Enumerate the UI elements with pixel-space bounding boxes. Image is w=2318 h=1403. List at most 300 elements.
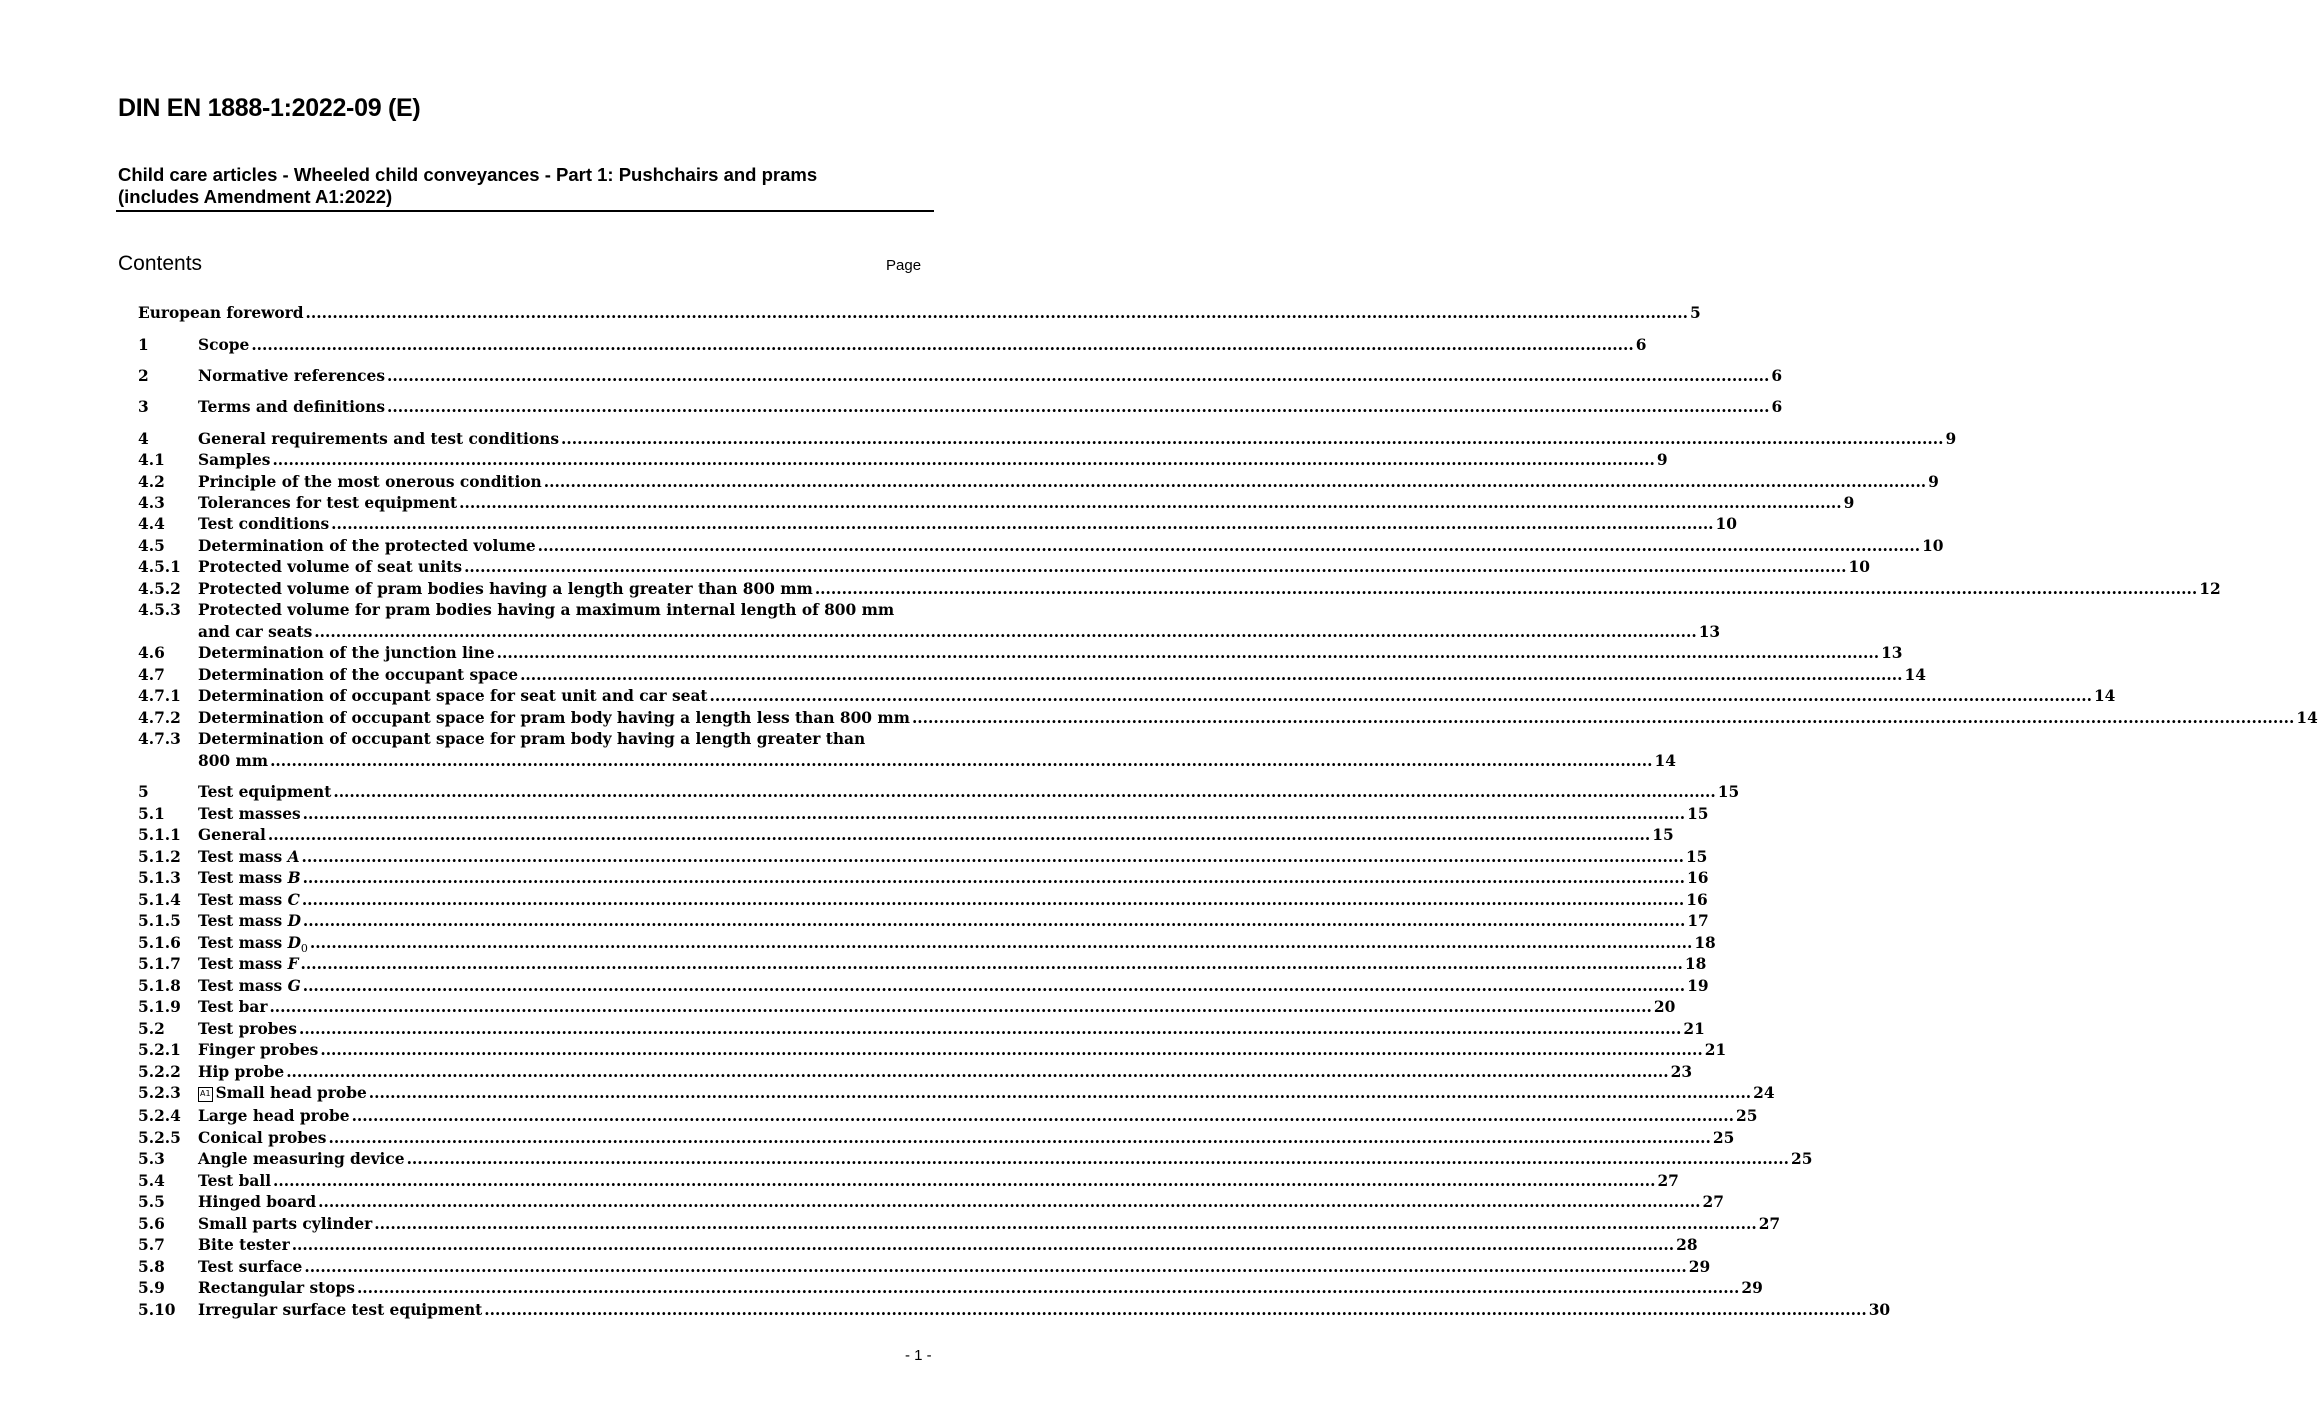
toc-entry-title-text: Terms and definitions: [198, 398, 386, 416]
toc-entry-title: [198, 365, 385, 387]
toc-entry[interactable]: [138, 707, 2318, 729]
toc-entry[interactable]: [138, 1170, 1679, 1192]
toc-entry-title-line: [198, 953, 1707, 975]
toc-entry-page: 15: [1685, 848, 1708, 866]
toc-entry-number: 5.2.2: [138, 1063, 181, 1081]
toc-entry[interactable]: [138, 1256, 1711, 1278]
toc-entry-title-line: [198, 889, 1708, 911]
toc-entry-title-text: Scope: [198, 336, 250, 354]
toc-entry-title-line: [198, 621, 1721, 643]
toc-leader-dots: [304, 1256, 1686, 1278]
toc-entry-page: 14: [1654, 752, 1676, 770]
toc-entry-number: 4.3: [138, 494, 165, 512]
toc-entry-title-text: Test mass: [198, 848, 288, 866]
toc-entry-number: 5.5: [138, 1193, 165, 1211]
toc-entry-title-text: Protected volume of seat units: [198, 558, 463, 576]
toc-entry-page: 25: [1736, 1107, 1758, 1125]
toc-entry-page: 10: [1922, 537, 1944, 555]
document-id: DIN EN 1888-1:2022-09 (E): [118, 94, 421, 122]
toc-entry-title-line: [198, 1148, 1813, 1170]
toc-entry-title-text: Conical probes: [198, 1129, 327, 1147]
toc-entry-symbol: F: [287, 955, 299, 973]
toc-entry-number: 5.1.9: [138, 998, 181, 1016]
toc-entry-title: [198, 492, 457, 514]
toc-leader-dots: [320, 1039, 1702, 1061]
toc-entry-title-text: Irregular surface test equipment: [198, 1301, 483, 1319]
toc-leader-dots: [306, 302, 1688, 324]
toc-entry[interactable]: [138, 1082, 1775, 1104]
page-column-heading: Page: [886, 257, 922, 274]
toc-entry-title: [198, 975, 301, 997]
toc-entry-title: [198, 556, 462, 578]
toc-entry-number: 5.7: [138, 1236, 165, 1254]
toc-entry[interactable]: [138, 953, 1707, 975]
toc-entry-title-line: [198, 685, 2116, 707]
toc-entry-title-line: [198, 1234, 1698, 1256]
toc-entry-page: 19: [1687, 977, 1709, 995]
toc-entry-title: [198, 803, 301, 825]
toc-entry-number: 5.6: [138, 1215, 165, 1233]
toc-entry-page: 24: [1753, 1084, 1775, 1102]
toc-entry-title-line: [198, 750, 1676, 772]
toc-leader-dots: [357, 1277, 1739, 1299]
toc-entry-title-line: [198, 396, 1783, 418]
toc-entry-title-line: [198, 1256, 1711, 1278]
toc-entry[interactable]: [138, 365, 1783, 387]
toc-entry-page: 15: [1717, 783, 1740, 801]
toc-entry[interactable]: [138, 824, 1674, 846]
contents-heading: Contents: [118, 252, 203, 275]
toc-entry-title-line: [198, 1191, 1724, 1213]
toc-entry-title-text: Protected volume for pram bodies having a maximum internal length of 800 mm: [198, 601, 895, 619]
toc-entry-title-text: 800 mm: [198, 752, 269, 770]
toc-entry-number: 5.2.4: [138, 1107, 181, 1125]
toc-entry-title-line: [198, 910, 1709, 932]
toc-entry-title: [198, 1061, 284, 1083]
toc-leader-dots: [303, 910, 1685, 932]
toc-entry-page: 9: [1843, 494, 1855, 512]
toc-entry-page: 6: [1771, 367, 1783, 385]
toc-entry-number: 4.5: [138, 537, 165, 555]
toc-entry-title-line: [198, 1018, 1705, 1040]
toc-entry-number: 4.4: [138, 515, 165, 533]
toc-entry-title: [198, 1256, 302, 1278]
toc-leader-dots: [538, 535, 1920, 557]
toc-entry-title-text: Small head probe: [215, 1084, 367, 1102]
toc-leader-dots: [407, 1148, 1789, 1170]
toc-entry-number: 4.6: [138, 644, 165, 662]
toc-leader-dots: [374, 1213, 1756, 1235]
toc-entry-page: 15: [1687, 805, 1709, 823]
toc-leader-dots: [268, 824, 1650, 846]
toc-entry-number: 5.2.1: [138, 1041, 181, 1059]
toc-entry-title-line: [198, 846, 1708, 868]
toc-entry-title: [198, 953, 299, 975]
toc-leader-dots: [328, 1127, 1710, 1149]
toc-entry-title: [198, 1234, 290, 1256]
toc-entry-page: 27: [1702, 1193, 1724, 1211]
toc-entry[interactable]: [138, 664, 1926, 686]
toc-entry[interactable]: [138, 449, 1668, 471]
toc-entry-title: [198, 642, 495, 664]
toc-entry[interactable]: [138, 1148, 1813, 1170]
toc-entry-number: 5.9: [138, 1279, 165, 1297]
toc-entry-title-text: Test mass: [198, 934, 288, 952]
toc-entry-title-line: [198, 1170, 1679, 1192]
toc-entry[interactable]: [138, 1018, 1705, 1040]
toc-entry-page: 30: [1868, 1301, 1891, 1319]
toc-entry-title-text: Test masses: [198, 805, 301, 823]
toc-entry[interactable]: [138, 334, 1647, 356]
toc-entry-title-line: [198, 599, 910, 621]
toc-leader-dots: [333, 781, 1715, 803]
toc-entry-title: [198, 664, 518, 686]
toc-entry-title-text: Test conditions: [198, 515, 330, 533]
toc-leader-dots: [497, 642, 1879, 664]
toc-entry-title-text: General requirements and test conditions: [198, 430, 560, 448]
toc-leader-dots: [912, 707, 2294, 729]
toc-leader-dots: [303, 975, 1685, 997]
toc-leader-dots: [544, 471, 1926, 493]
toc-leader-dots: [352, 1105, 1734, 1127]
toc-entry-symbol: D: [287, 934, 301, 952]
toc-entry-title: [198, 846, 300, 868]
toc-entry[interactable]: [138, 932, 1716, 956]
toc-entry-page: 28: [1676, 1236, 1698, 1254]
toc-entry-title: [198, 449, 270, 471]
toc-entry-number: 4.7.2: [138, 709, 181, 727]
toc-entry-title: [198, 1170, 271, 1192]
page-number: - 1 -: [905, 1347, 932, 1364]
toc-entry-title-text: Normative references: [198, 367, 385, 385]
toc-entry-page: 13: [1698, 623, 1721, 641]
toc-entry-number: 5.8: [138, 1258, 165, 1276]
toc-entry-title: [198, 1082, 367, 1104]
toc-entry[interactable]: [138, 1061, 1693, 1083]
toc-entry-page: 27: [1758, 1215, 1781, 1233]
toc-entry-title-line: [198, 471, 1939, 493]
toc-entry-title-line: [198, 728, 910, 750]
toc-entry-title: [198, 707, 910, 729]
toc-leader-dots: [387, 365, 1769, 387]
toc-entry-title: [138, 302, 304, 324]
toc-entry-title-text: Rectangular stops: [198, 1279, 355, 1297]
toc-entry-title-text: Determination of occupant space for pram body having a length greater than: [198, 730, 866, 748]
toc-entry-title-line: [198, 492, 1855, 514]
toc-entry-title-text: Large head probe: [198, 1107, 350, 1125]
toc-entry-title: [198, 578, 813, 600]
toc-entry-title-line: [198, 781, 1740, 803]
toc-entry-title: [198, 513, 329, 535]
toc-entry-page: 27: [1657, 1172, 1679, 1190]
toc-leader-dots: [815, 578, 2197, 600]
toc-entry-title-line: [198, 535, 1944, 557]
toc-entry-title: [198, 334, 249, 356]
toc-entry-page: 21: [1704, 1041, 1727, 1059]
toc-entry-title: [198, 824, 266, 846]
toc-entry-title: [198, 910, 301, 932]
toc-entry[interactable]: [138, 642, 1903, 664]
toc-entry[interactable]: [138, 846, 1708, 868]
toc-entry-page: 14: [1904, 666, 1926, 684]
toc-entry-page: 23: [1670, 1063, 1693, 1081]
toc-entry-title: [198, 889, 300, 911]
toc-leader-dots: [299, 1018, 1681, 1040]
toc-entry-title: [198, 750, 268, 772]
toc-entry-title-text: Test probes: [198, 1020, 297, 1038]
toc-entry-title: [198, 621, 312, 643]
toc-entry-page: 18: [1694, 934, 1716, 952]
toc-entry[interactable]: [138, 1105, 1758, 1127]
toc-entry-page: 12: [2199, 580, 2221, 598]
toc-leader-dots: [303, 803, 1685, 825]
toc-entry-title-text: General: [198, 826, 266, 844]
toc-entry-title-line: [198, 428, 1957, 450]
toc-entry[interactable]: [138, 302, 1701, 324]
toc-entry-title-text: Test mass: [198, 955, 288, 973]
toc-entry-page: 16: [1687, 869, 1709, 887]
toc-entry-number: 4: [138, 430, 149, 448]
toc-entry-page: 18: [1684, 955, 1707, 973]
toc-entry-title-text: Finger probes: [198, 1041, 319, 1059]
toc-entry-title: [198, 535, 536, 557]
toc-entry-title-text: and car seats: [198, 623, 313, 641]
toc-leader-dots: [302, 846, 1684, 868]
toc-entry-subscript: 0: [300, 942, 308, 956]
toc-entry-page: 25: [1791, 1150, 1813, 1168]
toc-entry[interactable]: [138, 975, 1709, 997]
toc-entry-page: 6: [1635, 336, 1647, 354]
toc-entry-page: 29: [1741, 1279, 1763, 1297]
toc-entry-title-line: [198, 1299, 1891, 1321]
toc-entry-page: 9: [1928, 473, 1939, 491]
toc-entry-title-line: [198, 1061, 1693, 1083]
subtitle-line-1: Child care articles - Wheeled child conveyances - Part 1: Pushchairs and prams: [118, 164, 818, 185]
toc-entry-title: [198, 599, 894, 621]
toc-entry-title-text: Test surface: [198, 1258, 303, 1276]
toc-entry-page: 13: [1881, 644, 1903, 662]
toc-leader-dots: [561, 428, 1943, 450]
toc-leader-dots: [269, 996, 1651, 1018]
toc-entry-number: 5.2.3: [138, 1084, 181, 1102]
toc-entry-title-text: Small parts cylinder: [198, 1215, 373, 1233]
toc-entry[interactable]: [138, 535, 1944, 557]
toc-entry[interactable]: [138, 1191, 1724, 1213]
toc-entry[interactable]: [138, 578, 2221, 600]
toc-entry-title-text: Test bar: [198, 998, 268, 1016]
toc-entry-number: 4.5.1: [138, 558, 181, 576]
toc-entry-number: 5.3: [138, 1150, 165, 1168]
toc-entry-title: [198, 781, 331, 803]
toc-entry[interactable]: [138, 867, 1709, 889]
toc-entry-title-text: Test ball: [198, 1172, 272, 1190]
toc-entry-title-line: [198, 1039, 1727, 1061]
toc-leader-dots: [273, 1170, 1655, 1192]
toc-leader-dots: [292, 1234, 1674, 1256]
toc-entry-title: [198, 1105, 350, 1127]
toc-entry-symbol: G: [287, 977, 301, 995]
toc-entry-page: 5: [1689, 304, 1701, 322]
toc-entry[interactable]: [138, 1299, 1891, 1321]
toc-entry[interactable]: [138, 1277, 1763, 1299]
toc-entry-title-line: [198, 867, 1709, 889]
toc-entry[interactable]: [138, 556, 1870, 578]
toc-entry[interactable]: [138, 728, 910, 750]
toc-entry-title-text: Hip probe: [198, 1063, 285, 1081]
toc-entry-title-line: [198, 1127, 1735, 1149]
toc-entry-number: 3: [138, 398, 149, 416]
toc-leader-dots: [251, 334, 1633, 356]
toc-entry-title-text: Determination of occupant space for seat unit and car seat: [198, 687, 708, 705]
toc-leader-dots: [272, 449, 1654, 471]
title-divider: [116, 210, 934, 212]
toc-entry-title: [198, 1213, 372, 1235]
toc-entry[interactable]: [138, 428, 1957, 450]
toc-entry[interactable]: [138, 1234, 1698, 1256]
subtitle-line-2: (includes Amendment A1:2022): [118, 186, 393, 207]
toc-entry-page: 10: [1848, 558, 1870, 576]
toc-leader-dots: [387, 396, 1769, 418]
toc-entry[interactable]: [138, 492, 1855, 514]
toc-entry-number: 5: [138, 783, 149, 801]
toc-entry-page: 14: [2296, 709, 2318, 727]
toc-entry-page: 14: [2093, 687, 2116, 705]
toc-leader-dots: [286, 1061, 1668, 1083]
toc-entry-number: 5.1.7: [138, 955, 181, 973]
toc-entry-number: 4.7.1: [138, 687, 181, 705]
toc-entry[interactable]: [138, 396, 1783, 418]
toc-entry-title-text: Samples: [198, 451, 271, 469]
toc-entry-title: [198, 728, 865, 750]
toc-entry-number: 5.4: [138, 1172, 165, 1190]
toc-entry-page: 9: [1945, 430, 1957, 448]
toc-entry-number: 2: [138, 367, 149, 385]
toc-entry-number: 1: [138, 336, 149, 354]
toc-entry-title-text: Protected volume of pram bodies having a length greater than 800 mm: [198, 580, 813, 598]
toc-entry-title-line: [198, 996, 1676, 1018]
toc-entry-title: [198, 428, 559, 450]
toc-entry-number: 5.1.1: [138, 826, 181, 844]
toc-entry-title: [198, 685, 708, 707]
toc-entry[interactable]: [138, 996, 1676, 1018]
toc-leader-dots: [270, 750, 1652, 772]
toc-entry-title-line: [198, 1213, 1781, 1235]
toc-entry-page: 10: [1715, 515, 1737, 533]
toc-entry-page: 20: [1653, 998, 1676, 1016]
toc-entry-number: 4.5.3: [138, 601, 181, 619]
toc-entry-page: 9: [1656, 451, 1668, 469]
toc-entry[interactable]: [138, 910, 1709, 932]
toc-entry-number: 5.2.5: [138, 1129, 181, 1147]
toc-entry-title-line: [198, 803, 1709, 825]
toc-entry-title: [198, 867, 301, 889]
toc-entry-number: 4.5.2: [138, 580, 181, 598]
toc-entry[interactable]: [138, 621, 1721, 643]
toc-entry-title-text: Test mass: [198, 977, 288, 995]
toc-entry-page: 15: [1652, 826, 1674, 844]
toc-entry-title-line: [198, 334, 1647, 356]
document-subtitle: [118, 164, 898, 208]
toc-entry-number: 4.1: [138, 451, 165, 469]
toc-leader-dots: [369, 1082, 1751, 1104]
toc-entry-title-text: Determination of occupant space for pram body having a length less than 800 mm: [198, 709, 910, 727]
toc-leader-dots: [464, 556, 1846, 578]
toc-entry-title-line: [198, 642, 1903, 664]
toc-entry-page: 6: [1771, 398, 1783, 416]
toc-entry-title-line: [198, 513, 1737, 535]
amendment-a1-icon: A1: [198, 1087, 213, 1102]
toc-entry[interactable]: [138, 1039, 1727, 1061]
toc-entry-number: 4.7.3: [138, 730, 181, 748]
toc-entry-page: 16: [1686, 891, 1708, 909]
toc-entry[interactable]: [138, 781, 1740, 803]
toc-leader-dots: [331, 513, 1713, 535]
toc-entry-title-text: Determination of the occupant space: [198, 666, 519, 684]
toc-leader-dots: [318, 1191, 1700, 1213]
toc-leader-dots: [710, 685, 2092, 707]
toc-entry-title-text: European foreword: [138, 304, 304, 322]
toc-entry-number: 5.10: [138, 1301, 176, 1319]
toc-entry-symbol: A: [287, 848, 300, 866]
toc-entry-title-line: [198, 1082, 1775, 1104]
toc-entry-title-text: Bite tester: [198, 1236, 290, 1254]
toc-entry-title-text: Test mass: [198, 891, 288, 909]
toc-entry-title-line: [198, 578, 2221, 600]
toc-entry[interactable]: [138, 1213, 1781, 1235]
toc-entry-page: 21: [1683, 1020, 1705, 1038]
toc-entry[interactable]: [138, 803, 1709, 825]
toc-entry-number: 5.1.3: [138, 869, 181, 887]
toc-entry-title: [198, 1018, 297, 1040]
toc-entry-number: 5.1.5: [138, 912, 181, 930]
toc-entry-number: 5.1: [138, 805, 165, 823]
toc-entry-title: [198, 471, 542, 493]
toc-entry-title-text: Test mass: [198, 912, 288, 930]
toc-entry[interactable]: [138, 471, 1939, 493]
toc-entry-title-text: Test equipment: [198, 783, 332, 801]
toc-entry[interactable]: [138, 750, 1676, 772]
toc-entry-page: 17: [1687, 912, 1709, 930]
toc-entry[interactable]: [138, 685, 2116, 707]
toc-entry-title-line: [198, 1277, 1763, 1299]
toc-entry-symbol: B: [287, 869, 301, 887]
toc-entry-title: [198, 396, 385, 418]
toc-entry[interactable]: [138, 513, 1737, 535]
toc-entry-title: [198, 996, 267, 1018]
toc-leader-dots: [520, 664, 1902, 686]
toc-entry[interactable]: [138, 889, 1708, 911]
toc-entry-title-line: [198, 975, 1709, 997]
toc-entry-title-line: [198, 824, 1674, 846]
toc-leader-dots: [301, 953, 1683, 975]
toc-entry-title-line: [138, 302, 1701, 324]
toc-entry-title-text: Principle of the most onerous condition: [198, 473, 542, 491]
toc-entry[interactable]: [138, 1127, 1735, 1149]
toc-entry-title: [198, 1127, 326, 1149]
toc-entry-symbol: D: [287, 912, 301, 930]
toc-entry-title-line: [198, 664, 1926, 686]
toc-entry-title-line: [198, 365, 1783, 387]
toc-entry-title-line: [198, 556, 1870, 578]
toc-entry-number: 5.1.6: [138, 934, 181, 952]
toc-entry[interactable]: [138, 599, 910, 621]
toc-entry-title: [198, 1277, 355, 1299]
toc-entry-number: 4.7: [138, 666, 165, 684]
toc-leader-dots: [310, 932, 1692, 954]
toc-entry-title-text: Test mass: [198, 869, 288, 887]
toc-entry-title-text: Determination of the protected volume: [198, 537, 536, 555]
toc-leader-dots: [459, 492, 1841, 514]
